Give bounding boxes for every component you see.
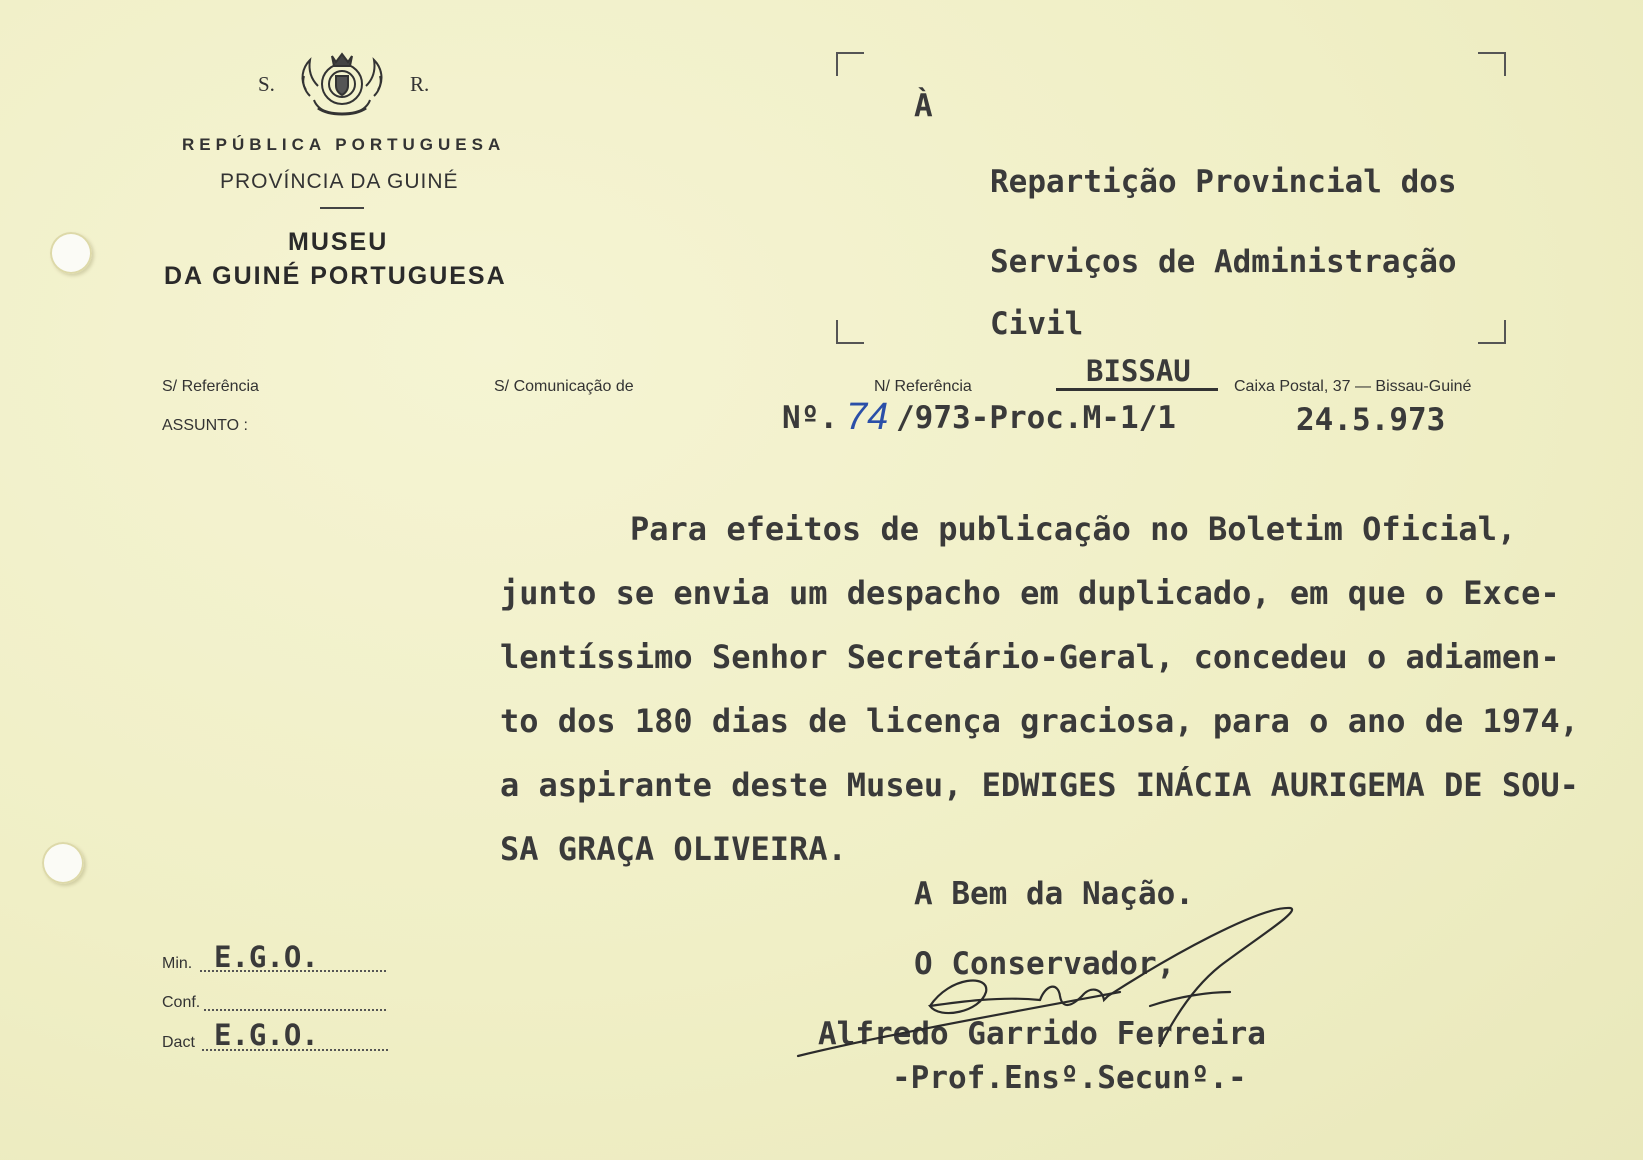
letterhead-divider <box>320 207 364 209</box>
n-referencia-label: N/ Referência <box>874 378 972 395</box>
republic-title: REPÚBLICA PORTUGUESA <box>182 135 506 154</box>
s-referencia-label: S/ Referência <box>162 378 259 395</box>
punch-hole-bottom <box>42 842 84 884</box>
place-underline <box>1056 388 1218 391</box>
address-corner-top-left <box>836 52 864 76</box>
closing-salutation: A Bem da Nação. <box>914 876 1194 912</box>
recipient-prefix: À <box>914 88 933 124</box>
body-line-6: SA GRAÇA OLIVEIRA. <box>500 830 847 868</box>
signer-title: -Prof.Ensº.Secunº.- <box>892 1060 1247 1096</box>
punch-hole-top <box>50 232 92 274</box>
reference-number-handwritten: 74 <box>846 396 889 438</box>
address-corner-bottom-left <box>836 320 864 344</box>
min-label: Min. <box>162 955 193 972</box>
caixa-postal: Caixa Postal, 37 — Bissau-Guiné <box>1234 378 1472 395</box>
place-name: BISSAU <box>1086 354 1191 388</box>
dact-value: E.G.O. <box>214 1018 319 1052</box>
address-corner-bottom-right <box>1478 320 1506 344</box>
closing-role: O Conservador, <box>914 946 1176 982</box>
conf-dotted-line <box>204 1009 386 1011</box>
recipient-line3: Civil <box>990 306 1084 342</box>
museum-title-line2: DA GUINÉ PORTUGUESA <box>164 262 507 290</box>
min-value: E.G.O. <box>214 940 319 974</box>
sr-right: R. <box>410 72 430 96</box>
body-line-3: lentíssimo Senhor Secretário-Geral, concedeu o adiamen- <box>500 638 1560 676</box>
reference-prefix: Nº. <box>782 400 838 436</box>
sr-left: S. <box>258 72 275 96</box>
body-line-2: junto se envia um despacho em duplicado, em que o Exce- <box>500 574 1560 612</box>
s-comunicacao-label: S/ Comunicação de <box>494 378 634 395</box>
reference-suffix: /973-Proc.M-1/1 <box>896 400 1176 436</box>
handwritten-signature <box>790 896 1310 1066</box>
recipient-line1: Repartição Provincial dos <box>990 164 1457 200</box>
coat-of-arms-icon <box>296 50 388 122</box>
province-title: PROVÍNCIA DA GUINÉ <box>220 170 459 193</box>
body-line-1: Para efeitos de publicação no Boletim Oficial, <box>630 510 1517 548</box>
signer-name: Alfredo Garrido Ferreira <box>818 1016 1266 1052</box>
museum-title-line1: MUSEU <box>288 228 389 256</box>
recipient-line2: Serviços de Administração <box>990 244 1457 280</box>
body-line-5: a aspirante deste Museu, EDWIGES INÁCIA AURIGEMA DE SOU- <box>500 766 1579 804</box>
address-corner-top-right <box>1478 52 1506 76</box>
assunto-label: ASSUNTO : <box>162 417 248 434</box>
conf-label: Conf. <box>162 994 201 1011</box>
dact-label: Dact <box>162 1034 195 1051</box>
letter-date: 24.5.973 <box>1296 402 1446 438</box>
body-line-4: to dos 180 dias de licença graciosa, para o ano de 1974, <box>500 702 1579 740</box>
